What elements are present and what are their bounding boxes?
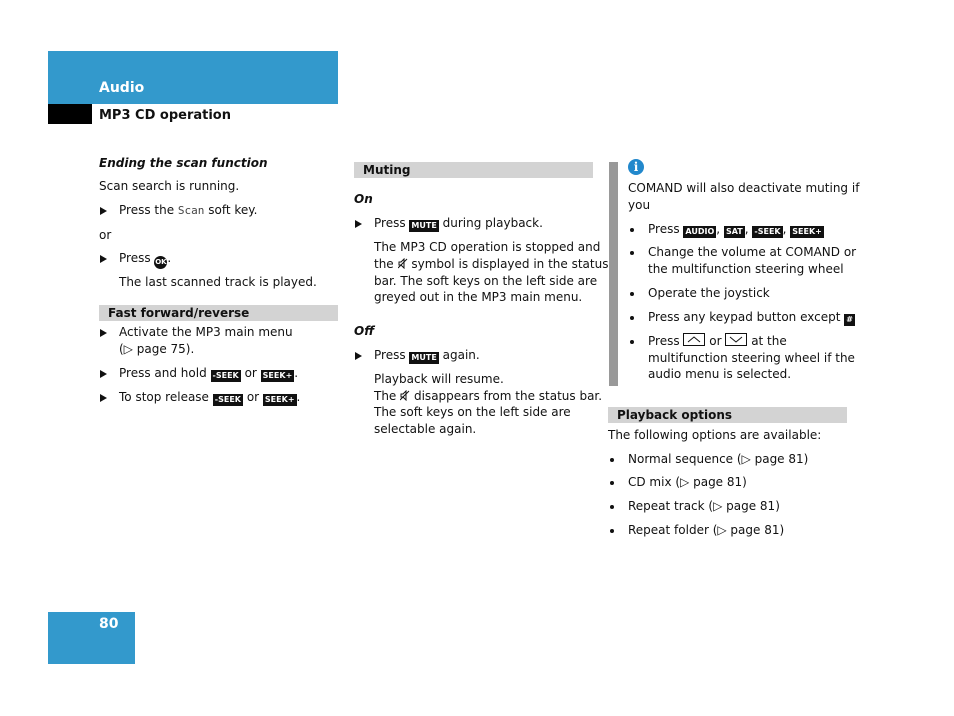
header-band xyxy=(48,51,338,104)
resume-line4: selectable again. xyxy=(374,422,477,436)
seek-plus-key-icon: SEEK+ xyxy=(792,227,822,236)
scan-heading: Ending the scan function xyxy=(99,156,268,170)
volume-line1: Change the volume at COMAND or xyxy=(648,245,857,259)
bullet-icon xyxy=(630,316,634,320)
seek-plus-key-icon: SEEK+ xyxy=(262,371,293,380)
bullet-icon xyxy=(630,340,634,344)
bullet-icon xyxy=(610,458,614,462)
mfsw-line2: audio menu is selected. xyxy=(648,367,792,381)
down-arrow-button-icon xyxy=(725,333,747,346)
header-marker xyxy=(48,104,92,124)
step-arrow-icon xyxy=(100,394,107,402)
keypad-bullet: Press any keypad button except # xyxy=(648,310,853,324)
ok-button-icon: OK xyxy=(154,256,167,269)
sat-key-icon: SAT xyxy=(725,227,743,236)
bullet-icon xyxy=(610,481,614,485)
playback-options-bar: Playback options xyxy=(608,407,847,423)
option-repeat-folder: Repeat folder (▷ page 81) xyxy=(628,523,785,537)
resume-line1: Playback will resume. xyxy=(374,372,504,386)
last-track-text: The last scanned track is played. xyxy=(119,275,317,289)
muting-bar: Muting xyxy=(354,162,593,178)
up-arrow-button-icon xyxy=(683,333,705,346)
bullet-icon xyxy=(630,251,634,255)
bullet-icon xyxy=(630,292,634,296)
on-heading: On xyxy=(354,192,373,206)
stopped-line4: greyed out in the MP3 main menu. xyxy=(374,290,583,304)
bullet-icon xyxy=(610,505,614,509)
or-text: or xyxy=(99,228,112,242)
page-number: 80 xyxy=(99,616,119,632)
press-mute-step: Press MUTE during playback. xyxy=(374,216,543,230)
option-repeat-track: Repeat track (▷ page 81) xyxy=(628,499,780,513)
seek-plus-key-icon: SEEK+ xyxy=(264,395,295,404)
press-ok-step: Press OK. xyxy=(119,250,171,269)
updown-bullet: Press or at the xyxy=(648,334,787,348)
stopped-line3: bar. The soft keys on the left side are xyxy=(374,274,598,288)
resume-line2: The disappears from the status bar. xyxy=(374,389,603,403)
fast-forward-bar: Fast forward/reverse xyxy=(99,305,338,321)
subsection-title: MP3 CD operation xyxy=(99,108,231,123)
activate-menu-line2: (▷ page 75). xyxy=(119,342,195,356)
stopped-line2: the symbol is displayed in the status xyxy=(374,257,609,271)
scan-running-text: Scan search is running. xyxy=(99,179,240,193)
info-line1: COMAND will also deactivate muting if xyxy=(628,181,860,195)
options-intro: The following options are available: xyxy=(608,428,822,442)
stop-release-step: To stop release -SEEK or SEEK+ . xyxy=(119,390,301,404)
scan-softkey-label: Scan xyxy=(177,204,205,217)
press-hold-step: Press and hold -SEEK or SEEK+ . xyxy=(119,366,299,380)
info-line2: you xyxy=(628,198,651,212)
step-arrow-icon xyxy=(355,220,362,228)
bullet-icon xyxy=(610,529,614,533)
off-heading: Off xyxy=(354,324,375,338)
option-cd-mix: CD mix (▷ page 81) xyxy=(628,475,747,489)
section-title: Audio xyxy=(99,80,145,96)
step-arrow-icon xyxy=(355,352,362,360)
hash-key-icon: # xyxy=(846,315,853,324)
joystick-bullet: Operate the joystick xyxy=(648,286,770,300)
volume-line2: the multifunction steering wheel xyxy=(648,262,844,276)
info-icon: i xyxy=(628,159,644,175)
activate-menu-line1: Activate the MP3 main menu xyxy=(119,325,293,339)
page-number-band xyxy=(48,612,135,664)
press-mute-again-step: Press MUTE again. xyxy=(374,348,480,362)
stopped-line1: The MP3 CD operation is stopped and xyxy=(374,240,601,254)
mute-key-icon: MUTE xyxy=(411,353,437,362)
mfsw-line1: multifunction steering wheel if the xyxy=(648,351,855,365)
step-arrow-icon xyxy=(100,370,107,378)
mute-key-icon: MUTE xyxy=(411,221,437,230)
speaker-muted-icon xyxy=(400,390,410,401)
step-arrow-icon xyxy=(100,207,107,215)
speaker-muted-icon xyxy=(398,258,408,269)
info-sidebar xyxy=(609,162,618,386)
press-keys-bullet: Press AUDIO , SAT , -SEEK , SEEK+ xyxy=(648,222,822,236)
press-scan-step: Press the Scan soft key. xyxy=(119,203,258,217)
resume-line3: The soft keys on the left side are xyxy=(374,405,571,419)
step-arrow-icon xyxy=(100,255,107,263)
bullet-icon xyxy=(630,228,634,232)
seek-minus-key-icon: -SEEK xyxy=(212,371,239,380)
step-arrow-icon xyxy=(100,329,107,337)
audio-key-icon: AUDIO xyxy=(685,227,715,236)
seek-minus-key-icon: -SEEK xyxy=(214,395,241,404)
option-normal-sequence: Normal sequence (▷ page 81) xyxy=(628,452,809,466)
seek-minus-key-icon: -SEEK xyxy=(754,227,781,236)
